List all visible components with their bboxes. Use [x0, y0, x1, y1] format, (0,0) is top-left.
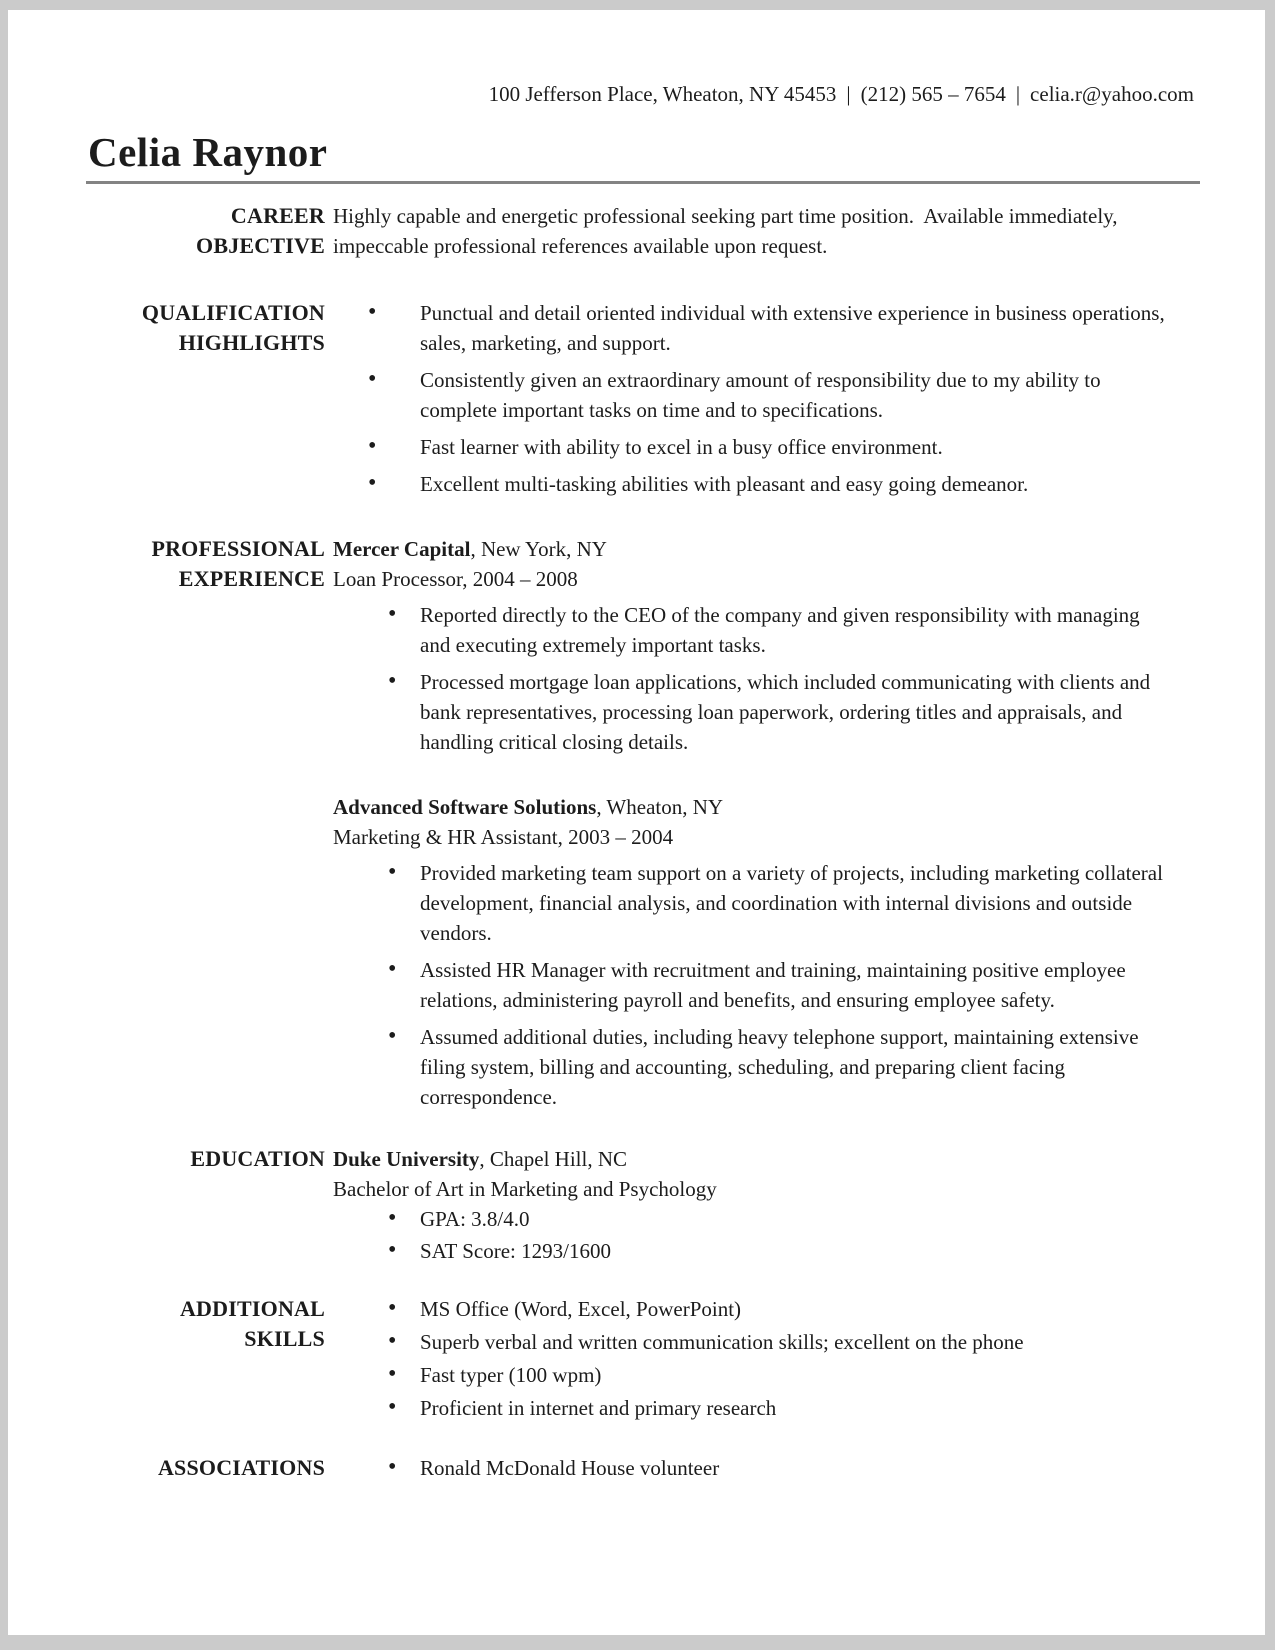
bullet-item: • Consistently given an extraordinary amount of responsibility due to my ability to complete important tasks on time and to specifications.: [420, 365, 1170, 425]
company-name: Advanced Software Solutions: [333, 795, 597, 819]
bullet-item: • Punctual and detail oriented individual with extensive experience in business operations, sales, marketing, and support.: [420, 298, 1170, 358]
bullet-item: • Assisted HR Manager with recruitment and training, maintaining positive employee relations, administering payroll and benefits, and ensuring employee safety.: [420, 955, 1170, 1015]
section-label-career-objective: CAREER OBJECTIVE: [196, 203, 325, 258]
section-label-qualification-highlights: QUALIFICATION HIGHLIGHTS: [141, 300, 325, 355]
qualification-bullet-list: [333, 298, 1200, 499]
contact-line: [88, 10, 1200, 106]
company-location: , New York, NY: [470, 537, 607, 561]
resume-content: [8, 10, 1265, 1483]
section-label-professional-experience: PROFESSIONAL EXPERIENCE: [151, 536, 325, 591]
bullet-item: • Fast typer (100 wpm): [420, 1360, 1170, 1390]
company-location: , Wheaton, NY: [596, 795, 724, 819]
bullet-item: • MS Office (Word, Excel, PowerPoint): [420, 1294, 1170, 1324]
professional-experience-body: [333, 534, 1200, 1112]
contact-separator: |: [1015, 82, 1021, 106]
school-name: Duke University: [333, 1147, 480, 1171]
bullet-item: • Ronald McDonald House volunteer: [420, 1453, 1170, 1483]
header-divider: [86, 181, 1200, 184]
degree-line: Bachelor of Art in Marketing and Psychology: [333, 1177, 717, 1201]
bullet-item: • Superb verbal and written communication skills; excellent on the phone: [420, 1327, 1170, 1357]
associations-bullet-list: [333, 1453, 1200, 1483]
job-bullet-list: [333, 600, 1200, 757]
resume-page: [8, 10, 1265, 1635]
company-name: Mercer Capital: [333, 537, 471, 561]
additional-skills-body: [333, 1294, 1200, 1423]
job-entry-advanced-software-solutions: [333, 792, 1200, 1112]
bullet-item: • SAT Score: 1293/1600: [420, 1236, 1170, 1266]
contact-address: 100 Jefferson Place, Wheaton, NY 45453: [488, 82, 837, 106]
education-body: [333, 1144, 1200, 1266]
section-additional-skills: [88, 1294, 1265, 1423]
job-company-line: [333, 792, 1200, 822]
job-entry-mercer-capital: [333, 534, 1200, 757]
bullet-item: • Processed mortgage loan applications, which included communicating with clients and bank representatives, processing loan paperwork, ordering titles and appraisals, and handling critical closing details.: [420, 667, 1170, 757]
candidate-name: Celia Raynor: [88, 129, 328, 175]
school-line: [333, 1144, 1200, 1174]
contact-separator: |: [846, 82, 851, 106]
education-bullet-list: [333, 1204, 1200, 1266]
contact-email: celia.r@yahoo.com: [1030, 82, 1194, 106]
job-bullet-list: [333, 858, 1200, 1112]
bullet-item: • Reported directly to the CEO of the company and given responsibility with managing and executing extremely important tasks.: [420, 600, 1170, 660]
bullet-item: • GPA: 3.8/4.0: [420, 1204, 1170, 1234]
skills-bullet-list: [333, 1294, 1200, 1423]
qualification-highlights-body: [333, 298, 1200, 499]
section-qualification-highlights: [88, 298, 1265, 499]
section-label-associations: ASSOCIATIONS: [157, 1455, 325, 1480]
associations-body: [333, 1453, 1200, 1483]
job-title-line: Marketing & HR Assistant, 2003 – 2004: [333, 825, 674, 849]
school-location: , Chapel Hill, NC: [479, 1147, 627, 1171]
bullet-item: • Proficient in internet and primary research: [420, 1393, 1170, 1423]
section-education: [88, 1144, 1265, 1266]
bullet-item: • Provided marketing team support on a variety of projects, including marketing collateral development, financial analysis, and coordination with internal divisions and outside vendors.: [420, 858, 1170, 948]
section-associations: [88, 1453, 1265, 1483]
section-career-objective: [88, 201, 1265, 261]
section-label-education: EDUCATION: [190, 1146, 325, 1171]
job-title-line: Loan Processor, 2004 – 2008: [333, 567, 578, 591]
job-company-line: [333, 534, 1200, 564]
section-label-additional-skills: ADDITIONAL SKILLS: [179, 1296, 325, 1351]
career-objective-body: [333, 201, 1200, 261]
bullet-item: • Assumed additional duties, including heavy telephone support, maintaining extensive filing system, billing and accounting, scheduling, and preparing client facing correspondence.: [420, 1022, 1170, 1112]
career-objective-text: Highly capable and energetic professional seeking part time position. Available immediately, impeccable professional references available upon request.: [333, 204, 1123, 258]
contact-phone: (212) 565 – 7654: [860, 82, 1006, 106]
bullet-item: • Excellent multi-tasking abilities with pleasant and easy going demeanor.: [420, 469, 1170, 499]
bullet-item: • Fast learner with ability to excel in a busy office environment.: [420, 432, 1170, 462]
section-professional-experience: [88, 534, 1265, 1112]
